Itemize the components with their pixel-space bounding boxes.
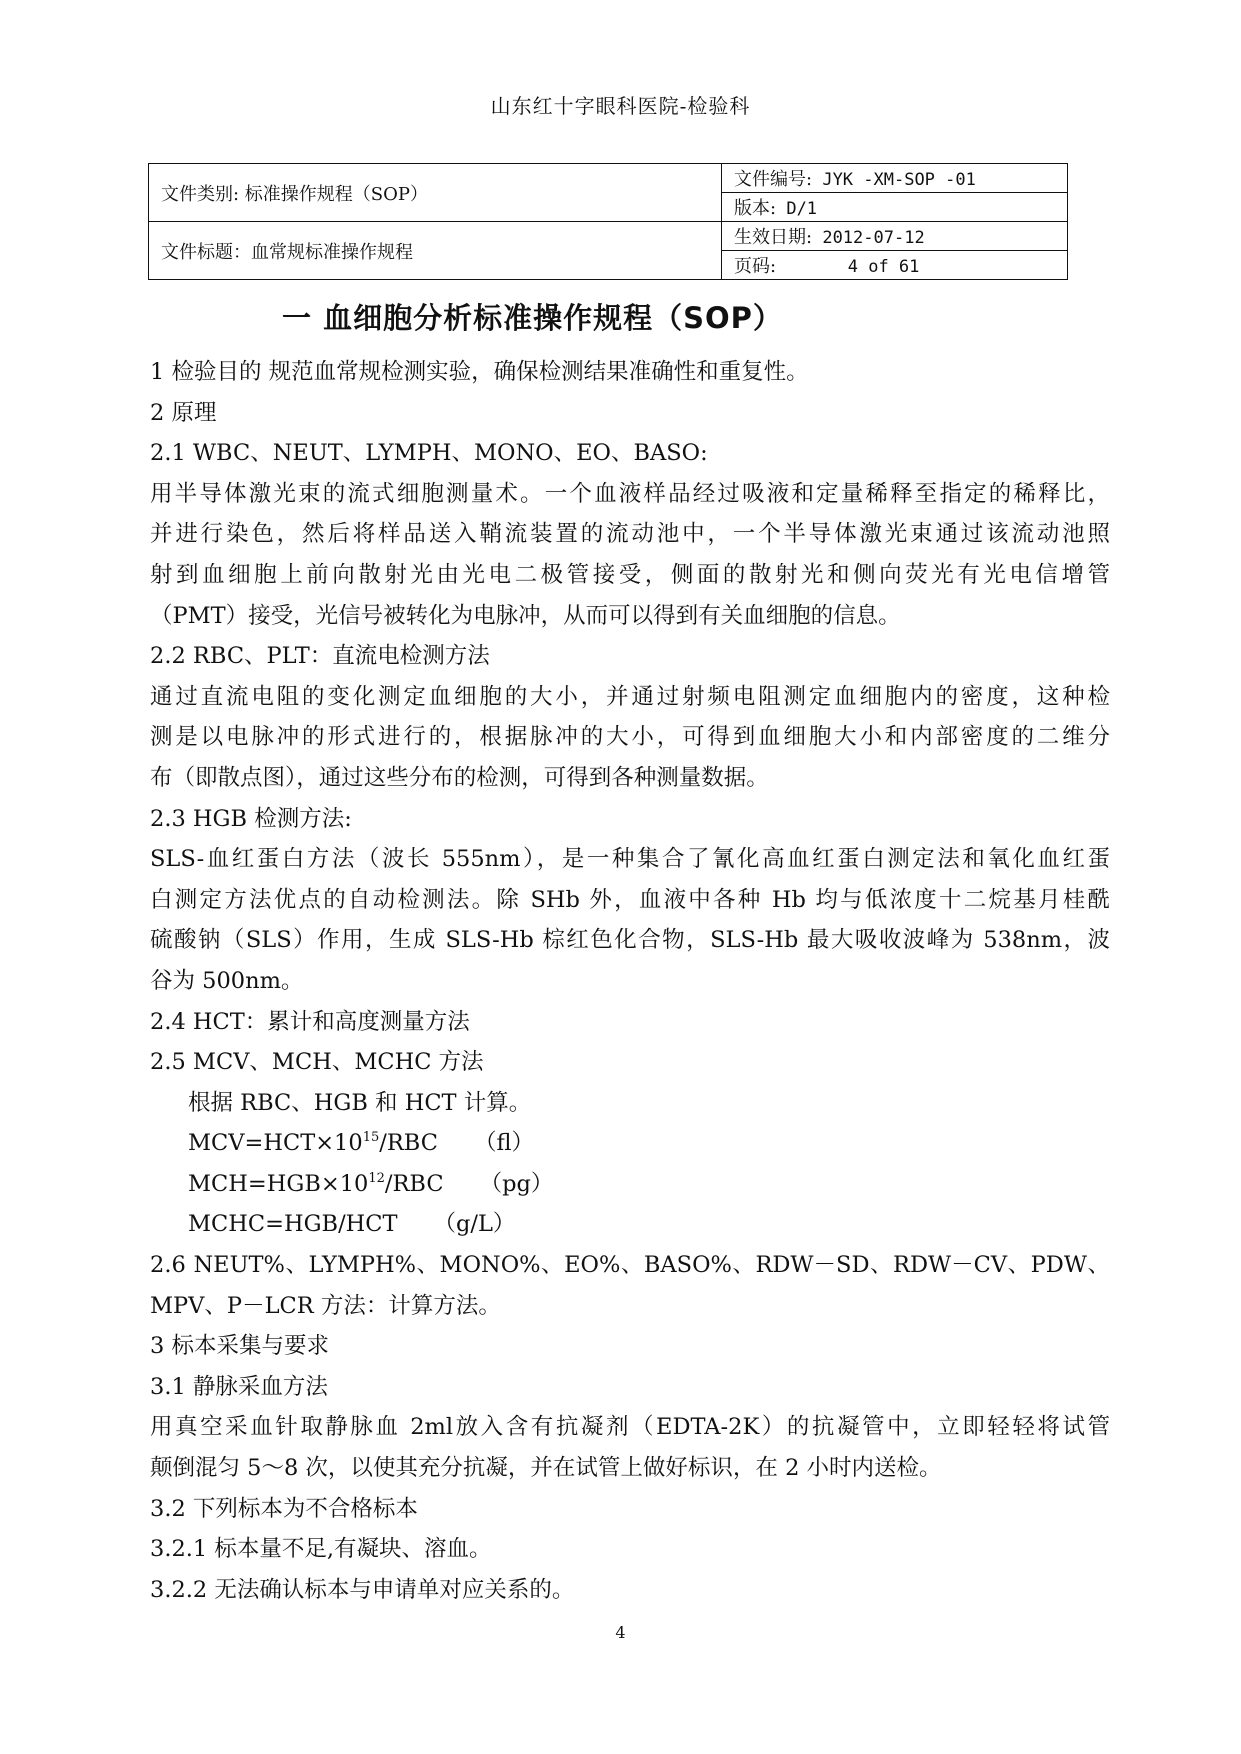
subheading: 3.2 下列标本为不合格标本 — [150, 1495, 418, 1522]
paragraph-line: 根据 RBC、HGB 和 HCT 计算。 — [188, 1089, 532, 1116]
formula-mch: $MCH=HGB\times 10^{12}$/RBC （pg） — [188, 1170, 554, 1197]
subheading: 2.1 WBC、NEUT、LYMPH、MONO、EO、BASO: — [150, 440, 708, 467]
file-title: 文件标题：血常规标准操作规程 — [149, 222, 722, 280]
paragraph-line: MPV、P－LCR 方法：计算方法。 — [150, 1292, 501, 1319]
subheading: 3.1 静脉采血方法 — [150, 1373, 328, 1400]
paragraph-line: SLS-血红蛋白方法（波长 555nm），是一种集合了氰化高血红蛋白测定法和氧化血红蛋 — [150, 846, 1110, 873]
heading-specimen: 3 标本采集与要求 — [150, 1333, 329, 1360]
document-body — [150, 352, 1110, 1610]
section-title: 一 血细胞分析标准操作规程（SOP） — [282, 301, 783, 335]
paragraph-line: 布（即散点图），通过这些分布的检测，可得到各种测量数据。 — [150, 764, 769, 791]
paragraph-line: 白测定方法优点的自动检测法。除 SHb 外，血液中各种 Hb 均与低浓度十二烷基月桂酰 — [150, 886, 1110, 913]
paragraph-line: 1 检验目的 规范血常规检测实验，确保检测结果准确性和重复性。 — [150, 359, 809, 385]
paragraph-line: 并进行染色，然后将样品送入鞘流装置的流动池中，一个半导体激光束通过该流动池照 — [150, 521, 1110, 548]
file-number: 文件编号: JYK -XM-SOP -01 — [722, 164, 1068, 193]
subheading: 2.5 MCV、MCH、MCHC 方法 — [150, 1049, 484, 1076]
subheading: 2.3 HGB 检测方法: — [150, 805, 352, 832]
version: 版本: D/1 — [722, 193, 1068, 222]
paragraph-line: 谷为 500nm。 — [150, 967, 304, 994]
subheading: 2.4 HCT：累计和高度测量方法 — [150, 1008, 470, 1035]
paragraph-line: 用半导体激光束的流式细胞测量术。一个血液样品经过吸液和定量稀释至指定的稀释比， — [150, 480, 1110, 507]
heading-principle: 2 原理 — [150, 399, 217, 426]
page-number: 4 — [615, 1623, 626, 1642]
formula-mcv: $MCV=HCT\times 10^{15}$/RBC （fl） — [188, 1130, 534, 1157]
paragraph-line: 硫酸钠（SLS）作用，生成 SLS-Hb 棕红色化合物，SLS-Hb 最大吸收波峰为 538nm，波 — [150, 927, 1110, 954]
hospital-header: 山东红十字眼科医院-检验科 — [490, 94, 751, 118]
list-item: 3.2.1 标本量不足,有凝块、溶血。 — [150, 1536, 492, 1563]
effective-date: 生效日期: 2012-07-12 — [722, 222, 1068, 251]
subheading: 2.6 NEUT%、LYMPH%、MONO%、EO%、BASO%、RDW－SD、RDW－CV、PDW、 — [150, 1252, 1110, 1279]
list-item: 3.2.2 无法确认标本与申请单对应关系的。 — [150, 1576, 575, 1603]
paragraph-line: 用真空采血针取静脉血 2ml放入含有抗凝剂（EDTA-2K）的抗凝管中，立即轻轻将试管 — [150, 1414, 1110, 1441]
page-info: 页码: 4 of 61 — [722, 251, 1068, 280]
formula-mchc: MCHC=HGB/HCT （g/L） — [188, 1211, 516, 1238]
subheading: 2.2 RBC、PLT：直流电检测方法 — [150, 643, 490, 670]
paragraph-line: 通过直流电阻的变化测定血细胞的大小，并通过射频电阻测定血细胞内的密度，这种检 — [150, 683, 1110, 710]
file-category: 文件类别: 标准操作规程（SOP） — [149, 164, 722, 222]
paragraph-line: 颠倒混匀 5～8 次，以使其充分抗凝，并在试管上做好标识，在 2 小时内送检。 — [150, 1455, 942, 1482]
paragraph-line: 射到血细胞上前向散射光由光电二极管接受，侧面的散射光和侧向荧光有光电信增管 — [150, 561, 1110, 588]
paragraph-line: 测是以电脉冲的形式进行的，根据脉冲的大小，可得到血细胞大小和内部密度的二维分 — [150, 724, 1110, 751]
document-control-table — [148, 163, 1068, 280]
paragraph-line: （PMT）接受，光信号被转化为电脉冲，从而可以得到有关血细胞的信息。 — [150, 602, 901, 629]
